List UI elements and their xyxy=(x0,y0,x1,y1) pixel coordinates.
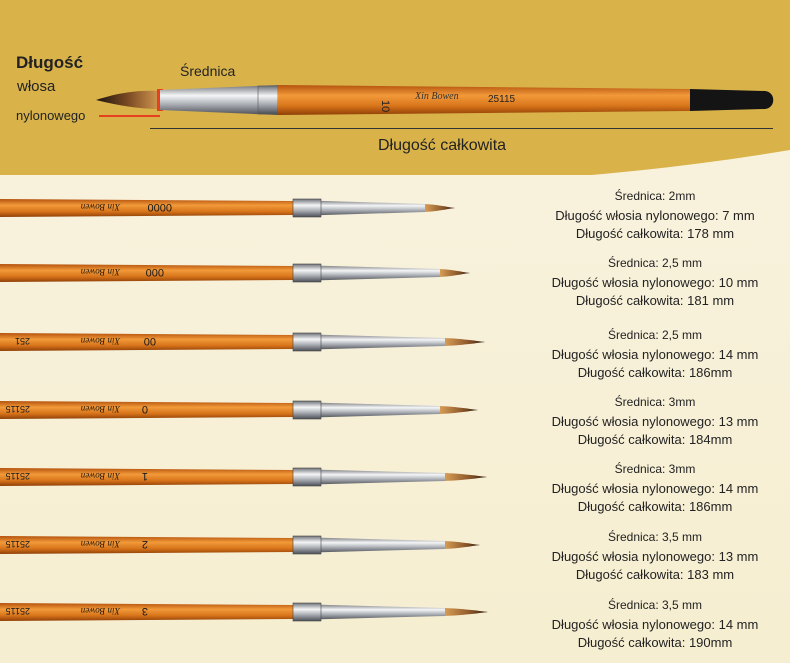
diameter-value: Średnica: 3mm xyxy=(614,462,696,476)
brush-hair xyxy=(445,541,480,549)
brush-size-mark: 0 xyxy=(141,403,148,415)
hero-brush-hair xyxy=(96,91,160,109)
total-length-value: Długość całkowita: 186mm xyxy=(577,499,733,514)
brush-size-mark: 1 xyxy=(141,470,148,482)
brush-brand: Xin Bowen xyxy=(80,471,120,481)
hair-material-word: nylonowego xyxy=(16,108,86,123)
brush-row-1 xyxy=(0,199,455,217)
total-length-value: Długość całkowita: 184mm xyxy=(577,432,733,447)
diameter-value: Średnica: 3,5 mm xyxy=(607,598,703,612)
brush-brand: Xin Bowen xyxy=(80,606,120,616)
brush-size-mark: 3 xyxy=(141,605,148,617)
total-length-value: Długość całkowita: 186mm xyxy=(577,365,733,380)
total-length-label: Długość całkowita xyxy=(378,137,507,154)
brush-model-mark: 25115 xyxy=(5,606,30,616)
total-length-value: Długość całkowita: 178 mm xyxy=(575,226,735,241)
brush-model-mark: 251 xyxy=(14,336,30,346)
brush-hair xyxy=(425,204,455,212)
hero-brush xyxy=(96,85,773,115)
hair-length-value: Długość włosia nylonowego: 14 mm xyxy=(551,481,759,496)
brush-size-mark: 0000 xyxy=(147,201,172,213)
brush-spec-2 xyxy=(520,256,790,310)
brush-row-2 xyxy=(0,264,470,282)
hair-length-value: Długość włosia nylonowego: 13 mm xyxy=(551,414,759,429)
hair-length-value: Długość włosia nylonowego: 14 mm xyxy=(551,347,759,362)
diameter-value: Średnica: 2,5 mm xyxy=(607,256,703,270)
brush-row-3 xyxy=(0,333,485,351)
brush-ferrule-crimp xyxy=(293,468,321,486)
brush-model-mark: 25115 xyxy=(5,539,30,549)
hero-brush-end xyxy=(690,89,773,111)
hero-brush-brand: Xin Bowen xyxy=(415,91,459,102)
hair-length-value: Długość włosia nylonowego: 7 mm xyxy=(555,208,755,223)
brush-brand: Xin Bowen xyxy=(80,336,120,346)
hair-length-title: Długość xyxy=(16,53,84,72)
brush-ferrule-crimp xyxy=(293,401,321,419)
hero-brush-model: 25115 xyxy=(488,94,516,105)
brush-hair xyxy=(440,269,470,277)
diameter-value: Średnica: 3mm xyxy=(614,395,696,409)
brush-row-5 xyxy=(0,468,487,486)
brush-handle xyxy=(0,199,293,217)
brush-ferrule-crimp xyxy=(293,199,321,217)
total-length-value: Długość całkowita: 183 mm xyxy=(575,567,735,582)
brush-size-mark: 000 xyxy=(145,266,164,278)
brush-model-mark: 25115 xyxy=(5,404,30,414)
brush-hair xyxy=(445,338,485,346)
brush-spec-7 xyxy=(520,598,790,652)
hair-length-value: Długość włosia nylonowego: 14 mm xyxy=(551,617,759,632)
brush-hair xyxy=(445,473,487,481)
diameter-value: Średnica: 2,5 mm xyxy=(607,328,703,342)
brush-brand: Xin Bowen xyxy=(80,404,120,414)
brush-ferrule-crimp xyxy=(293,603,321,621)
hero-brush-handle xyxy=(278,85,690,115)
brush-ferrule-crimp xyxy=(293,536,321,554)
brush-row-6 xyxy=(0,536,480,554)
brush-hair xyxy=(445,608,488,616)
brush-row-4 xyxy=(0,401,478,419)
brush-spec-5 xyxy=(520,462,790,516)
brush-hair xyxy=(440,406,478,414)
total-length-value: Długość całkowita: 181 mm xyxy=(575,293,735,308)
hair-length-word: włosa xyxy=(17,78,56,95)
total-length-value: Długość całkowita: 190mm xyxy=(577,635,733,650)
brush-spec-6 xyxy=(520,530,790,584)
hair-length-value: Długość włosia nylonowego: 10 mm xyxy=(551,275,759,290)
diameter-value: Średnica: 2mm xyxy=(614,189,696,203)
brush-brand: Xin Bowen xyxy=(80,267,120,277)
brush-spec-3 xyxy=(520,328,790,382)
brush-model-mark: 25115 xyxy=(5,471,30,481)
brush-spec-4 xyxy=(520,395,790,449)
brush-ferrule-crimp xyxy=(293,333,321,351)
brush-spec-1 xyxy=(520,189,790,243)
brush-size-mark: 2 xyxy=(141,538,148,550)
brush-size-mark: 00 xyxy=(143,335,156,347)
brush-brand: Xin Bowen xyxy=(80,202,120,212)
diameter-value: Średnica: 3,5 mm xyxy=(607,530,703,544)
hero-brush-size: 10 xyxy=(379,100,391,113)
brush-row-7 xyxy=(0,603,488,621)
diameter-label: Średnica xyxy=(180,63,236,79)
hair-length-value: Długość włosia nylonowego: 13 mm xyxy=(551,549,759,564)
brush-ferrule-crimp xyxy=(293,264,321,282)
brush-brand: Xin Bowen xyxy=(80,539,120,549)
